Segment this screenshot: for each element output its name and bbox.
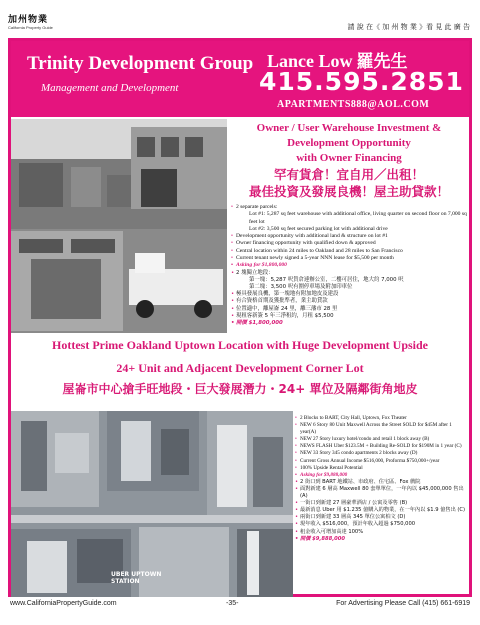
- page-footer: [0, 600, 480, 614]
- warehouse-heading-line1: Owner / User Warehouse Investment &: [256, 122, 442, 134]
- uptown-feature-item: • 100% Upside Rental Potential: [295, 465, 467, 472]
- warehouse-feature-item: • Current tenant newly signed a 5-year NNN lease for $5,500 per month: [231, 255, 467, 262]
- uptown-feature-item: • NEWS FLASH Uber $123.5M + Building Re-SOLD for $190M in 1 year (C): [295, 443, 467, 450]
- advertisement-frame: [8, 38, 472, 597]
- warehouse-feature-item: • 2 separate parcels:: [231, 204, 467, 211]
- warehouse-feature-item: • 極具發展良機，第一塊地有附加地皮及建設: [231, 291, 467, 298]
- uptown-aerial-photo: [11, 411, 293, 597]
- warehouse-heading-cn-line1: 罕有貨倉！宜自用／出租！: [273, 167, 424, 182]
- uptown-heading-line2: 24+ Unit and Adjacent Development Corner Lot: [116, 361, 364, 375]
- warehouse-feature-item: • Central location within 24 miles to Oakland and 28 miles to San Francisco: [231, 248, 467, 255]
- uptown-feature-item: • 開價 $9,888,000: [295, 536, 467, 543]
- uptown-feature-item: • NEW 6 Story 80 Unit Maxwell Across the Street SOLD for $45M after 1 year(A): [295, 422, 467, 436]
- contact-phone[interactable]: 415.595.2851: [259, 67, 464, 96]
- company-banner: [11, 41, 469, 117]
- warehouse-feature-item: • Asking for $1,800,000: [231, 262, 467, 269]
- warehouse-feature-item: 第二塊：3,500 呎有圍停車場及附加印車位: [249, 284, 353, 291]
- logo-title: 加州物業: [8, 15, 49, 25]
- contact-email[interactable]: APARTMENTS888@AOL.COM: [277, 99, 430, 110]
- uptown-feature-item: • NEW 33 Story 345 condo apartments 2 blocks away (D): [295, 450, 467, 457]
- uber-station-label-line1: UBER UPTOWN: [111, 571, 162, 578]
- uber-station-label-line2: STATION: [111, 578, 140, 585]
- warehouse-feature-item: • 2 塊獨立地段：: [231, 270, 467, 277]
- logo-subtitle: California Property Guide: [8, 25, 53, 30]
- uptown-feature-item: • 一街口到新建 27 層豪華酒店 / 公寓及零售 (B): [295, 500, 467, 507]
- uptown-feature-item: • 兩街口到新建 33 層高 345 單位公寓柏文 (D): [295, 514, 467, 521]
- uptown-feature-item: • 2 街口到 BART 地鐵站、市政府、住宅區、Fox 戲院: [295, 479, 467, 486]
- footer-advertising-phone: For Advertising Please Call (415) 661-6919: [336, 600, 470, 607]
- publication-logo: [8, 12, 72, 30]
- warehouse-feature-item: • Development opportunity with additional land & structure on lot #1: [231, 233, 467, 240]
- uptown-feature-item: • 2 Blocks to BART, City Hall, Uptown, Fox Theater: [295, 415, 467, 422]
- uptown-feature-item: • NEW 27 Story luxury hotel/condo and retail 1 block away (B): [295, 436, 467, 443]
- warehouse-feature-item: • 有合資格首期及獲批準者，業主助貸款: [231, 298, 467, 305]
- warehouse-heading-line2: Development Opportunity: [287, 137, 411, 149]
- uptown-heading-cn: 屋崙市中心搶手旺地段・巨大發展潛力・24+ 單位及隔鄰街角地皮: [62, 382, 418, 396]
- footer-website[interactable]: www.CaliforniaPropertyGuide.com: [10, 600, 117, 607]
- uptown-feature-item: • Asking for $9,888,000: [295, 472, 467, 479]
- uptown-listing: [295, 415, 467, 597]
- warehouse-feature-item: • 開價 $1,800,000: [231, 320, 467, 327]
- warehouse-feature-item: 第一塊：5,287 呎貨倉連辦公室，二樓可居住，地大約 7,000 呎: [249, 276, 404, 283]
- uptown-feature-item: • 最新消息 Uber 用 $1.235 億購入的物業，在一年內以 $1.9 億售出 (C): [295, 507, 467, 514]
- contact-name-cn: 羅先生: [356, 52, 408, 72]
- uber-station-label: [111, 571, 161, 585]
- warehouse-feature-item: • 現租客新簽 5 年三淨租約，月租 $5,500: [231, 313, 467, 320]
- contact-name-en: Lance Low: [267, 51, 353, 71]
- page-header: [0, 0, 480, 38]
- uptown-feature-item: • Current Gross Annual Income $516,000, Proforma $750,000+/year: [295, 458, 467, 465]
- uptown-heading-line1: Hottest Prime Oakland Uptown Location with Huge Development Upside: [52, 338, 428, 352]
- warehouse-photo: [11, 119, 227, 333]
- warehouse-heading-cn-line2: 最佳投資及發展良機！屋主助貸款！: [248, 184, 449, 199]
- company-name: Trinity Development Group: [27, 53, 254, 74]
- warehouse-listing: [231, 121, 467, 335]
- page-number: -35-: [226, 600, 239, 607]
- uptown-feature-list: [295, 415, 467, 543]
- uptown-heading: [11, 335, 469, 407]
- aerial-photo-illustration: [11, 411, 293, 597]
- uptown-feature-item: • 面對新建 6 層高 Maxwell 80 套單單位，一年內以 $45,000,000 售出 (A): [295, 486, 467, 500]
- warehouse-heading-line3: with Owner Financing: [296, 152, 402, 164]
- warehouse-feature-item: Lot #2: 3,500 sq feet secured parking lot with additional drive: [249, 225, 388, 232]
- warehouse-feature-item: • 位置適中，離屋崙 24 里，離三藩市 28 里: [231, 306, 467, 313]
- warehouse-feature-item: Lot #1: 5,287 sq feet warehouse with additional office, living quarter on second floor on 7,000 sq feet lot: [249, 211, 467, 225]
- warehouse-feature-list: [231, 204, 467, 327]
- ad-reference-note: 請 說 在《 加 州 物 業 》看 見 此 廣 告: [347, 23, 470, 31]
- uptown-feature-item: • 租金收入可增加高達 100%: [295, 529, 467, 536]
- uptown-feature-item: • 現年收入 $516,000，預計年收入超過 $750,000: [295, 521, 467, 528]
- company-tagline: Management and Development: [41, 82, 179, 94]
- warehouse-photo-illustration: [11, 119, 227, 333]
- warehouse-feature-item: • Owner financing opportunity with qualified down & approved: [231, 240, 467, 247]
